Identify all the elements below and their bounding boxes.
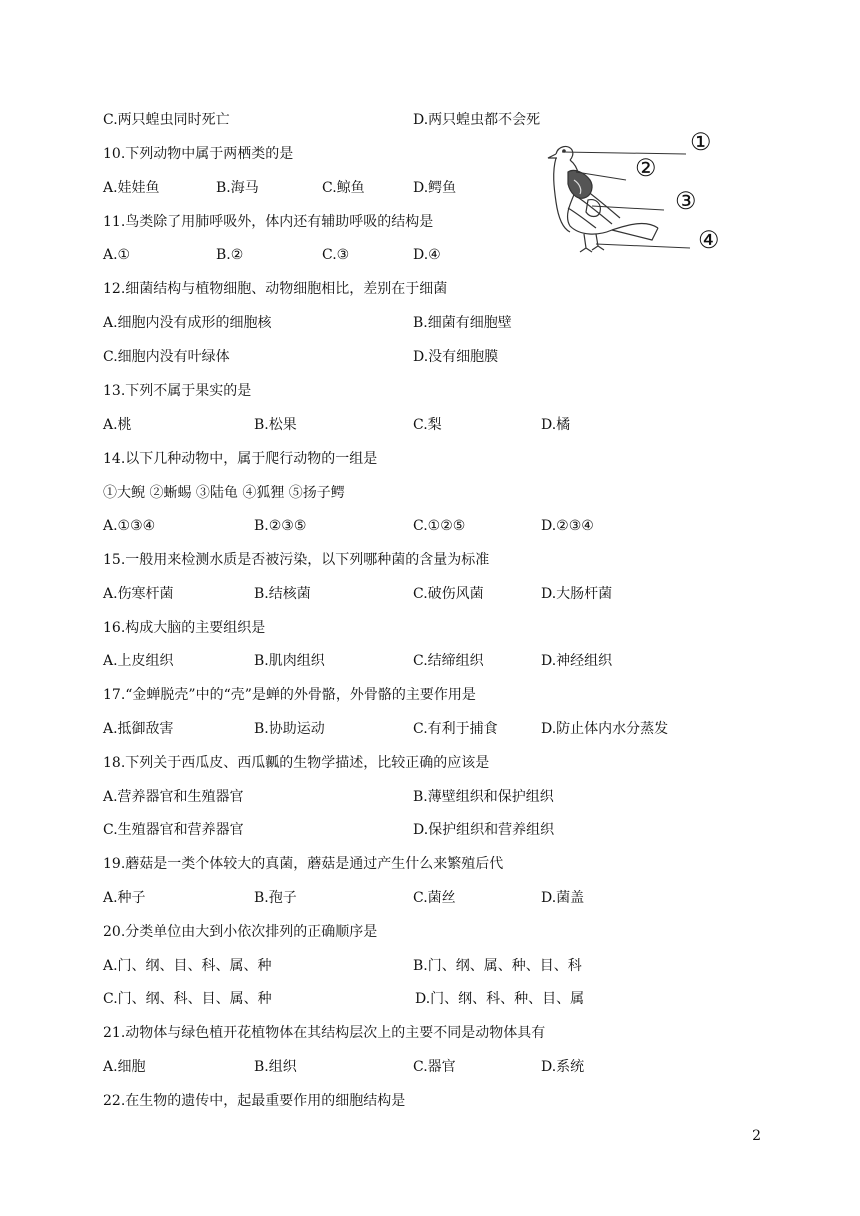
q21-stem: 21.动物体与绿色植开花植物体在其结构层次上的主要不同是动物体具有 bbox=[103, 1025, 546, 1041]
q11-option-c: C.③ bbox=[322, 247, 350, 263]
q14-option-a: A.①③④ bbox=[103, 518, 156, 534]
q9-option-d: D.两只蝗虫都不会死 bbox=[413, 112, 541, 128]
q18-option-a: A.营养器官和生殖器官 bbox=[103, 789, 244, 805]
figure-label-4: ④ bbox=[698, 226, 720, 254]
q11-option-d: D.④ bbox=[413, 247, 441, 263]
q14-option-c: C.①②⑤ bbox=[413, 518, 466, 534]
q21-option-a: A.细胞 bbox=[103, 1059, 146, 1075]
q19-option-d: D.菌盖 bbox=[541, 890, 585, 906]
q12-option-c: C.细胞内没有叶绿体 bbox=[103, 349, 230, 365]
figure-label-2: ② bbox=[635, 154, 657, 182]
q21-option-c: C.器官 bbox=[413, 1059, 456, 1075]
page-number: 2 bbox=[752, 1128, 761, 1144]
q22-stem: 22.在生物的遗传中，起最重要作用的细胞结构是 bbox=[103, 1093, 406, 1109]
q15-stem: 15.一般用来检测水质是否被污染，以下列哪种菌的含量为标准 bbox=[103, 552, 490, 568]
q10-option-c: C.鲸鱼 bbox=[322, 180, 365, 196]
q16-option-a: A.上皮组织 bbox=[103, 653, 174, 669]
q9-option-c: C.两只蝗虫同时死亡 bbox=[103, 112, 230, 128]
q13-option-c: C.梨 bbox=[413, 417, 442, 433]
q18-option-b: B.薄壁组织和保护组织 bbox=[413, 789, 554, 805]
q14-animal-list: ①大鲵 ②蜥蜴 ③陆龟 ④狐狸 ⑤扬子鳄 bbox=[103, 485, 345, 501]
q10-option-a: A.娃娃鱼 bbox=[103, 180, 160, 196]
q13-option-a: A.桃 bbox=[103, 417, 132, 433]
q21-option-d: D.系统 bbox=[541, 1059, 585, 1075]
q21-option-b: B.组织 bbox=[254, 1059, 297, 1075]
q20-option-c: C.门、纲、科、目、属、种 bbox=[103, 991, 272, 1007]
q10-option-d: D.鳄鱼 bbox=[413, 180, 457, 196]
q20-stem: 20.分类单位由大到小依次排列的正确顺序是 bbox=[103, 924, 378, 940]
q11-stem: 11.鸟类除了用肺呼吸外，体内还有辅助呼吸的结构是 bbox=[103, 214, 434, 230]
q19-option-b: B.孢子 bbox=[254, 890, 297, 906]
q13-option-b: B.松果 bbox=[254, 417, 297, 433]
q12-stem: 12.细菌结构与植物细胞、动物细胞相比，差别在于细菌 bbox=[103, 281, 448, 297]
q17-option-d: D.防止体内水分蒸发 bbox=[541, 721, 669, 737]
q16-option-b: B.肌肉组织 bbox=[254, 653, 325, 669]
q16-stem: 16.构成大脑的主要组织是 bbox=[103, 620, 266, 636]
pigeon-anatomy-figure bbox=[540, 124, 740, 260]
q13-option-d: D.橘 bbox=[541, 417, 571, 433]
q14-option-d: D.②③④ bbox=[541, 518, 594, 534]
q19-option-a: A.种子 bbox=[103, 890, 146, 906]
q15-option-a: A.伤寒杆菌 bbox=[103, 586, 174, 602]
q18-stem: 18.下列关于西瓜皮、西瓜瓤的生物学描述，比较正确的应该是 bbox=[103, 755, 490, 771]
q10-stem: 10.下列动物中属于两栖类的是 bbox=[103, 146, 294, 162]
q16-option-d: D.神经组织 bbox=[541, 653, 613, 669]
q17-stem: 17.“金蝉脱壳”中的“壳”是蝉的外骨骼，外骨骼的主要作用是 bbox=[103, 687, 476, 703]
q11-option-b: B.② bbox=[216, 247, 244, 263]
q20-option-b: B.门、纲、属、种、目、科 bbox=[413, 958, 582, 974]
q11-option-a: A.① bbox=[103, 247, 131, 263]
q20-option-d: D.门、纲、科、种、目、属 bbox=[415, 991, 585, 1007]
q18-option-c: C.生殖器官和营养器官 bbox=[103, 822, 244, 838]
q19-stem: 19.蘑菇是一类个体较大的真菌，蘑菇是通过产生什么来繁殖后代 bbox=[103, 856, 504, 872]
q20-option-a: A.门、纲、目、科、属、种 bbox=[103, 958, 272, 974]
q15-option-c: C.破伤风菌 bbox=[413, 586, 484, 602]
q12-option-a: A.细胞内没有成形的细胞核 bbox=[103, 315, 272, 331]
q15-option-d: D.大肠杆菌 bbox=[541, 586, 613, 602]
q14-option-b: B.②③⑤ bbox=[254, 518, 307, 534]
q18-option-d: D.保护组织和营养组织 bbox=[413, 822, 555, 838]
figure-label-1: ① bbox=[690, 128, 712, 156]
q19-option-c: C.菌丝 bbox=[413, 890, 456, 906]
q10-option-b: B.海马 bbox=[216, 180, 259, 196]
q12-option-b: B.细菌有细胞壁 bbox=[413, 315, 512, 331]
figure-label-3: ③ bbox=[675, 187, 697, 215]
q16-option-c: C.结缔组织 bbox=[413, 653, 484, 669]
q17-option-a: A.抵御敌害 bbox=[103, 721, 174, 737]
q17-option-c: C.有利于捕食 bbox=[413, 721, 498, 737]
q14-stem: 14.以下几种动物中，属于爬行动物的一组是 bbox=[103, 451, 378, 467]
q12-option-d: D.没有细胞膜 bbox=[413, 349, 499, 365]
q13-stem: 13.下列不属于果实的是 bbox=[103, 383, 252, 399]
q15-option-b: B.结核菌 bbox=[254, 586, 311, 602]
q17-option-b: B.协助运动 bbox=[254, 721, 325, 737]
